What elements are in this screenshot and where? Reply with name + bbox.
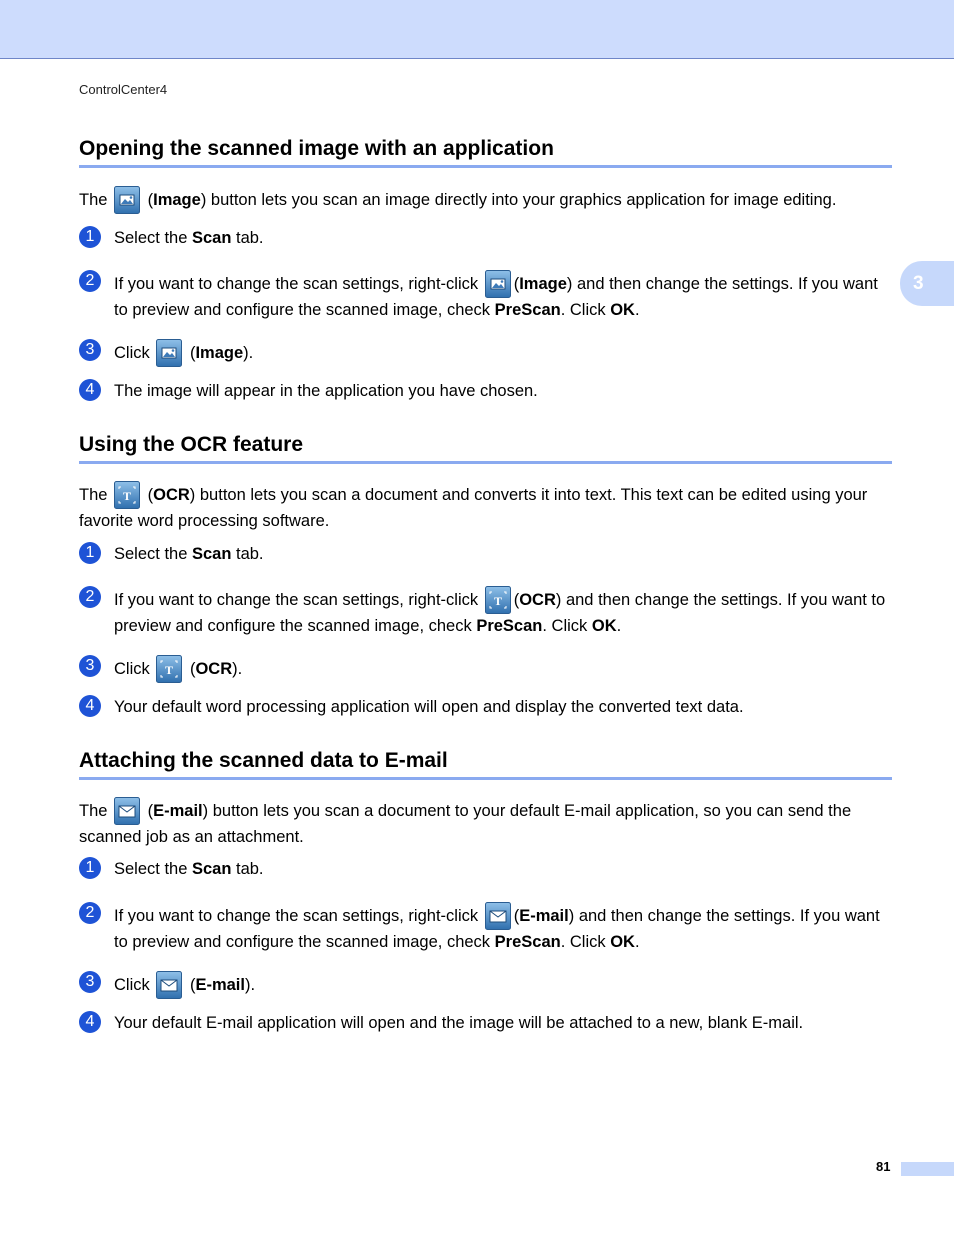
step-2: 2 If you want to change the scan settings, right-click (E-mail) and then change the settings. If you want to preview and configure the scanned image, check PreScan. Click OK. [79, 902, 892, 955]
step-1: 1 Select the Scan tab. [79, 226, 892, 251]
step-number: 4 [79, 695, 101, 717]
step-1: 1 Select the Scan tab. [79, 857, 892, 882]
intro-paragraph: The (Image) button lets you scan an image directly into your graphics application for image editing. [79, 186, 892, 214]
step-3: 3 Click (Image). [79, 339, 892, 367]
section-title: Attaching the scanned data to E-mail [79, 748, 892, 780]
email-icon [156, 971, 182, 999]
step-number: 1 [79, 857, 101, 879]
section-email [79, 748, 892, 1032]
section-title: Using the OCR feature [79, 432, 892, 464]
running-header: ControlCenter4 [79, 82, 168, 97]
step-number: 3 [79, 971, 101, 993]
image-icon [114, 186, 140, 214]
intro-paragraph: The (OCR) button lets you scan a document and converts it into text. This text can be edited using your favorite word processing software. [79, 481, 892, 534]
step-number: 1 [79, 542, 101, 564]
intro-paragraph: The (E-mail) button lets you scan a document to your default E-mail application, so you can send the scanned job as an attachment. [79, 797, 892, 850]
section-title: Opening the scanned image with an application [79, 136, 892, 168]
step-number: 4 [79, 379, 101, 401]
step-number: 2 [79, 902, 101, 924]
ocr-icon [485, 586, 511, 614]
image-icon [485, 270, 511, 298]
step-1: 1 Select the Scan tab. [79, 542, 892, 567]
step-4: 4 Your default word processing application will open and display the converted text data. [79, 695, 892, 720]
step-number: 4 [79, 1011, 101, 1033]
top-color-band [0, 0, 954, 59]
page-number: 81 [876, 1159, 891, 1174]
step-number: 3 [79, 655, 101, 677]
step-number: 2 [79, 586, 101, 608]
step-number: 1 [79, 226, 101, 248]
chapter-tab: 3 [900, 261, 954, 306]
ocr-icon [156, 655, 182, 683]
step-4: 4 Your default E-mail application will open and the image will be attached to a new, blank E-mail. [79, 1011, 892, 1036]
step-number: 2 [79, 270, 101, 292]
step-3: 3 Click (OCR). [79, 655, 892, 683]
image-icon [156, 339, 182, 367]
step-4: 4 The image will appear in the application you have chosen. [79, 379, 892, 404]
section-image [79, 136, 892, 400]
step-2: 2 If you want to change the scan settings, right-click (Image) and then change the settings. If you want to preview and configure the scanned image, check PreScan. Click OK. [79, 270, 892, 323]
ocr-icon [114, 481, 140, 509]
step-2: 2 If you want to change the scan settings, right-click (OCR) and then change the settings. If you want to preview and configure the scanned image, check PreScan. Click OK. [79, 586, 892, 639]
section-ocr [79, 432, 892, 716]
email-icon [114, 797, 140, 825]
step-3: 3 Click (E-mail). [79, 971, 892, 999]
email-icon [485, 902, 511, 930]
footer-bar [901, 1162, 954, 1176]
step-number: 3 [79, 339, 101, 361]
